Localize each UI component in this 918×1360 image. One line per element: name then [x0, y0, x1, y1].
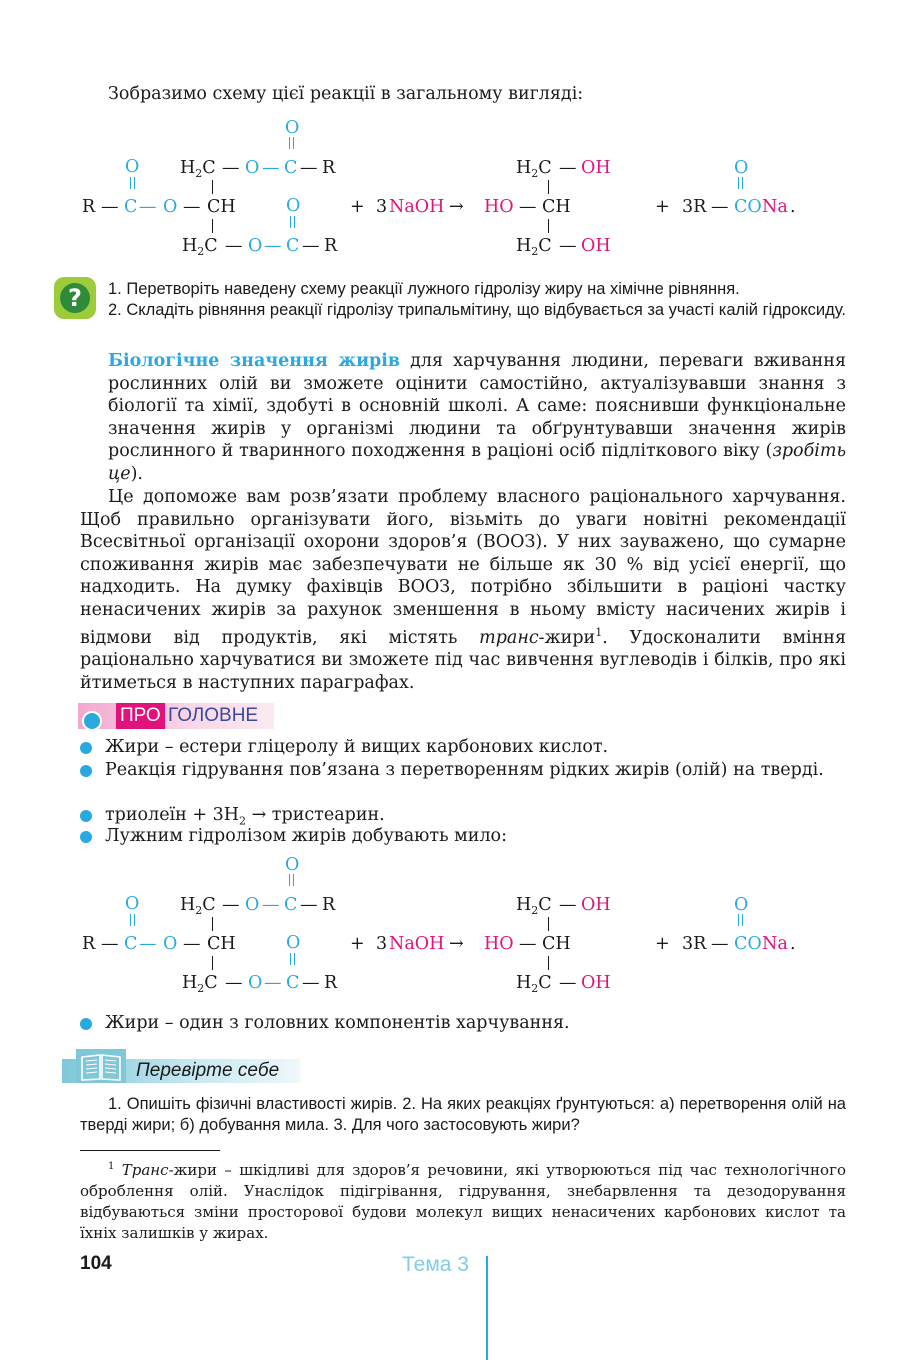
carboxyl: CO	[734, 197, 762, 217]
single-bond	[548, 917, 549, 931]
carbon: C	[124, 197, 138, 217]
topic-label: Тема 3	[402, 1253, 469, 1276]
double-bond	[738, 177, 743, 189]
oxygen: O	[163, 934, 178, 954]
bullet-text-end: → тристеарин.	[246, 805, 385, 825]
bullet-icon	[80, 831, 92, 843]
bond-dash: —	[183, 197, 201, 217]
hydroxyl: HO	[484, 934, 514, 954]
list-item	[80, 826, 846, 847]
h2c-group: $H_2C$	[516, 158, 552, 180]
summary-header-pro: ПРО	[116, 703, 165, 729]
bond-dash: —	[300, 895, 318, 915]
hydroxyl: OH	[581, 236, 611, 256]
single-bond	[212, 219, 213, 233]
coefficient-r: 3R	[682, 197, 707, 217]
book-icon	[76, 1049, 126, 1083]
oxygen: O	[245, 895, 260, 915]
paragraph-who	[80, 486, 846, 694]
hydroxyl: OH	[581, 895, 611, 915]
plus-sign: +	[655, 197, 670, 217]
carbon: C	[286, 973, 300, 993]
h2c-group: $H_2C$	[516, 236, 552, 258]
summary-header-main: ГОЛОВНЕ	[168, 705, 259, 726]
h2c-group: $H_2C$	[180, 158, 216, 180]
bond-dash: —	[302, 236, 320, 256]
paragraph-bio-end: ).	[130, 463, 143, 484]
bio-heading: Біологічне значення жирів	[108, 351, 401, 371]
double-bond	[130, 177, 135, 189]
period: .	[790, 934, 796, 954]
oxygen: O	[125, 157, 140, 177]
footnote-text: -жири – шкідливі для здоров’я речовини, які утворюються під час технологічного оброблення олій. Унаслідок підігрівання, гідрування, знебарвлення та дезодорування відбуваються зміни просторової будови молекул вищих ненасичених карбонових кислот та їхніх залишків у жирах.	[80, 1161, 846, 1242]
bond-dash: —	[559, 236, 577, 256]
coefficient: 3	[376, 934, 388, 954]
h2c-group: $H_2C$	[182, 236, 218, 258]
ch-group: CH	[542, 934, 571, 954]
questions-block	[108, 279, 846, 320]
single-bond	[548, 180, 549, 194]
plus-sign: +	[350, 197, 365, 217]
oxygen: O	[163, 197, 178, 217]
bullet-icon	[80, 1018, 92, 1030]
check-yourself-label: Перевірте себе	[136, 1060, 280, 1081]
ch-group: CH	[542, 197, 571, 217]
paragraph-bio-text: для харчування людини, переваги вживання рослинних олій ви зможете оцінити самостійно, актуалізувавши знання з біології та хімії, здобуті в основній школі. А саме: пояснивши функціональне значення жирів у організмі людини та обґрунтувавши значення жирів рослинного й тваринного походження в раціоні осіб підліткового віку (	[108, 351, 847, 462]
bond-dash: —	[225, 236, 243, 256]
check-yourself-header	[62, 1049, 302, 1084]
r-group: R	[324, 973, 338, 993]
carboxyl: CO	[734, 934, 762, 954]
bond-dash: —	[139, 934, 157, 954]
single-bond	[212, 180, 213, 194]
bond-dash: —	[262, 158, 280, 178]
double-bond	[290, 216, 295, 228]
bond-dash: —	[300, 158, 318, 178]
oxygen: O	[285, 118, 300, 138]
paragraph-who-italic: транс	[479, 627, 539, 648]
sodium: Na	[762, 934, 788, 954]
question-2: 2. Складіть рівняння реакції гідролізу трипальмітину, що відбувається за участі калій гідроксиду.	[108, 300, 846, 319]
bond-dash: —	[559, 158, 577, 178]
question-1: 1. Перетворіть наведену схему реакції лужного гідролізу жиру на хімічне рівняння.	[108, 280, 740, 298]
sodium: Na	[762, 197, 788, 217]
bond-dash: —	[559, 895, 577, 915]
list-item	[80, 737, 846, 758]
arrow: →	[449, 197, 464, 217]
hydroxyl: OH	[581, 973, 611, 993]
r-group: R	[322, 158, 336, 178]
header-dot-icon	[82, 711, 102, 731]
r-group: R	[82, 934, 96, 954]
double-bond	[289, 137, 294, 149]
bullet-text: Реакція гідрування пов’язана з перетворенням рідких жирів (олій) на тверді.	[105, 760, 824, 780]
paragraph-who-end: . Удосконалити вміння раціонально харчуватися ви зможете під час вивчення вуглеводів і білків, про які йтиметься в наступних параграфах.	[80, 627, 846, 693]
bond-dash: —	[222, 895, 240, 915]
naoh: NaOH	[389, 197, 445, 217]
carbon: C	[284, 158, 298, 178]
plus-sign: +	[655, 934, 670, 954]
double-bond	[290, 953, 295, 965]
oxygen: O	[125, 894, 140, 914]
coefficient: 3	[376, 197, 388, 217]
footnote-number: 1	[108, 1161, 115, 1172]
ch-group: CH	[207, 934, 236, 954]
hydroxyl: OH	[581, 158, 611, 178]
bullet-text: Лужним гідролізом жирів добувають мило:	[105, 826, 507, 846]
bond-dash: —	[711, 197, 729, 217]
paragraph-bio	[108, 350, 846, 486]
h2c-group: $H_2C$	[182, 973, 218, 995]
bond-dash: —	[302, 973, 320, 993]
bond-dash: —	[139, 197, 157, 217]
intro-text: Зобразимо схему цієї реакції в загальному вигляді:	[108, 84, 584, 104]
double-bond	[130, 914, 135, 926]
double-bond	[738, 914, 743, 926]
oxygen: O	[248, 236, 263, 256]
bond-dash: —	[222, 158, 240, 178]
bullet-text: Жири – естери гліцеролу й вищих карбонових кислот.	[105, 737, 609, 757]
bullet-sub: 2	[239, 814, 247, 828]
bullet-icon	[80, 765, 92, 777]
single-bond	[548, 956, 549, 970]
arrow: →	[449, 934, 464, 954]
r-group: R	[324, 236, 338, 256]
oxygen: O	[245, 158, 260, 178]
oxygen: O	[248, 973, 263, 993]
period: .	[790, 197, 796, 217]
coefficient-r: 3R	[682, 934, 707, 954]
hydroxyl: HO	[484, 197, 514, 217]
single-bond	[212, 956, 213, 970]
bond-dash: —	[225, 973, 243, 993]
plus-sign: +	[350, 934, 365, 954]
bond-dash: —	[264, 973, 282, 993]
list-item	[80, 1013, 846, 1034]
footnote-divider	[80, 1150, 220, 1151]
bullet-text: Жири – один з головних компонентів харчування.	[105, 1013, 570, 1033]
bullet-text: триолеїн + 3H	[105, 805, 240, 825]
h2c-group: $H_2C$	[516, 895, 552, 917]
bullet-icon	[80, 810, 92, 822]
naoh: NaOH	[389, 934, 445, 954]
oxygen: O	[734, 158, 749, 178]
bullet-icon	[80, 742, 92, 754]
paragraph-bio-italic: зробіть це	[108, 441, 846, 484]
paragraph-who-text: Це допоможе вам розв’язати проблему власного раціонального харчування. Щоб правильно організувати його, візьміть до уваги новітні рекомендації Всесвітньої організації охорони здоров’я (ВООЗ). У них зауважено, що сумарне споживання жирів має забезпечувати не більше як 30 % від усієї енергії, що надходить. На думку фахівців ВООЗ, потрібно збільшити в раціоні частку ненасичених жирів за рахунок зменшення в ньому вмісту насичених жирів і відмови від продуктів, які містять	[80, 487, 846, 648]
oxygen: O	[285, 855, 300, 875]
r-group: R	[82, 197, 96, 217]
ch-group: CH	[207, 197, 236, 217]
bond-dash: —	[711, 934, 729, 954]
bond-dash: —	[559, 973, 577, 993]
carbon: C	[284, 895, 298, 915]
page-number: 104	[80, 1253, 112, 1274]
footnote-mark: 1	[595, 625, 603, 639]
reaction-scheme-top	[0, 118, 918, 258]
bond-dash: —	[519, 197, 537, 217]
r-group: R	[322, 895, 336, 915]
bond-dash: —	[101, 197, 119, 217]
question-icon: ?	[54, 277, 96, 319]
h2c-group: $H_2C$	[516, 973, 552, 995]
single-bond	[548, 219, 549, 233]
check-questions: 1. Опишіть фізичні властивості жирів. 2. На яких реакціях ґрунтуються: а) перетворення олій на тверді жири; б) добування мила. 3. Для чого застосовують жири?	[80, 1095, 846, 1134]
bond-dash: —	[183, 934, 201, 954]
footnote-italic: Транс	[121, 1161, 169, 1179]
single-bond	[212, 917, 213, 931]
double-bond	[289, 874, 294, 886]
carbon: C	[124, 934, 138, 954]
oxygen: O	[734, 895, 749, 915]
paragraph-who-after: -жири	[538, 627, 596, 648]
oxygen: O	[286, 933, 301, 953]
reaction-scheme-bottom	[0, 855, 918, 995]
footnote	[80, 1156, 846, 1244]
footer-divider	[486, 1256, 488, 1360]
summary-header	[78, 703, 274, 729]
list-item	[80, 760, 846, 781]
oxygen: O	[286, 196, 301, 216]
bond-dash: —	[519, 934, 537, 954]
bond-dash: —	[262, 895, 280, 915]
bond-dash: —	[264, 236, 282, 256]
h2c-group: $H_2C$	[180, 895, 216, 917]
carbon: C	[286, 236, 300, 256]
bond-dash: —	[101, 934, 119, 954]
